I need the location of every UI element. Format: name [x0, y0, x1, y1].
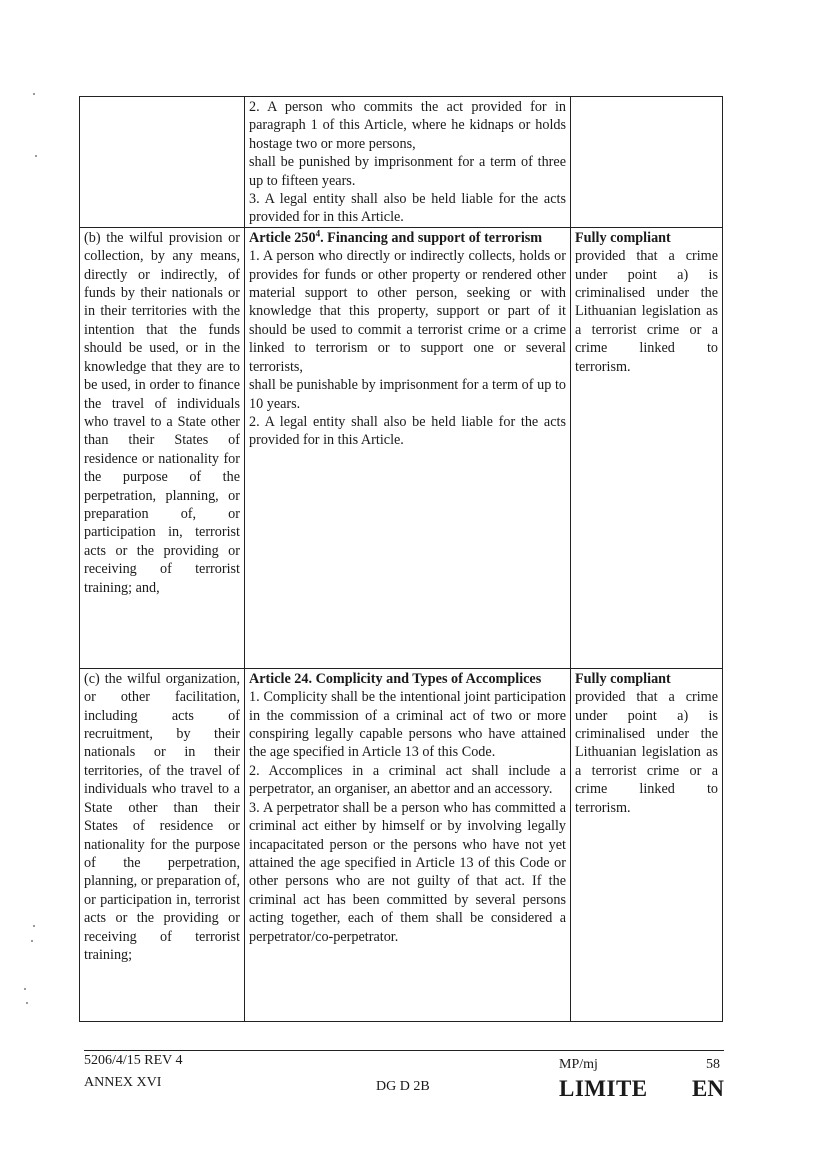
classification-marking: LIMITE [559, 1076, 648, 1101]
correlation-table [79, 96, 723, 1022]
row2-paragraph: 2. A legal entity shall also be held liable for the acts provided for in this Article. [249, 413, 566, 449]
row2-assessment-cell [571, 227, 723, 668]
document-reference: 5206/4/15 REV 4 [84, 1053, 183, 1068]
row3-assessment-cell [571, 668, 723, 1021]
table-row [80, 97, 723, 228]
language-code: EN [692, 1076, 724, 1101]
row1-provision-cell [80, 97, 245, 228]
scan-speck [33, 925, 35, 927]
row3-provision-cell: (c) the wilful organization, or other facilitation, including acts of recruitment, by their nationals or in their territories, of the travel of individuals who travel to a State other than their States of residence or nationality for the purpose of the perpetration, planning, or preparation of, or participation in, terrorist acts or the providing or receiving of terrorist training; [80, 668, 245, 1021]
row2-legislation-cell [245, 227, 571, 668]
compliance-note: provided that a crime under point a) is criminalised under the Lithuanian legislation as a terrorist crime or a crime linked to terrorism. [575, 689, 718, 816]
row1-paragraph: shall be punished by imprisonment for a term of three up to fifteen years. [249, 154, 566, 189]
compliance-status: Fully compliant [575, 670, 671, 687]
row1-paragraph: 2. A person who commits the act provided for in paragraph 1 of this Article, where he kidnaps or holds hostage two or more persons, [249, 99, 566, 152]
footer-rule [84, 1050, 724, 1051]
directorate-code: DG D 2B [376, 1079, 430, 1094]
article-24-title: Article 24. Complicity and Types of Accomplices [249, 670, 542, 687]
row1-assessment-cell [571, 97, 723, 228]
row2-provision-cell: (b) the wilful provision or collection, by any means, directly or indirectly, of funds by their nationals or in their territories with the intention that the funds should be used, or in the knowledge that they are to be used, in order to finance the travel of individuals who travel to a State other than their States of residence or nationality for the purpose of the perpetration, planning, or preparation of, or participation in, terrorist acts or the providing or receiving of terrorist training; and, [80, 227, 245, 668]
row3-paragraph: 1. Complicity shall be the intentional joint participation in the commission of a criminal act of two or more conspiring legally capable persons who have attained the age specified in Article 13 of this Code. [249, 689, 566, 761]
scan-speck [26, 1002, 28, 1004]
compliance-note: provided that a crime under point a) is criminalised under the Lithuanian legislation as a terrorist crime or a crime linked to terrorism. [575, 248, 718, 375]
scan-speck [35, 155, 37, 157]
scan-speck [33, 93, 35, 95]
table-row [80, 227, 723, 668]
row3-paragraph: 2. Accomplices in a criminal act shall include a perpetrator, an organiser, an abettor and an accessory. [249, 762, 566, 798]
annex-label: ANNEX XVI [84, 1075, 162, 1090]
scan-speck [24, 988, 26, 990]
row2-paragraph: shall be punishable by imprisonment for a term of up to 10 years. [249, 377, 566, 412]
scan-speck [31, 940, 33, 942]
author-initials: MP/mj [559, 1057, 598, 1072]
row1-paragraph: 3. A legal entity shall also be held liable for the acts provided for in this Article. [249, 191, 566, 226]
compliance-status: Fully compliant [575, 229, 671, 246]
row3-legislation-cell [245, 668, 571, 1021]
page-number: 58 [706, 1057, 720, 1072]
article-250-4-title: Article $250^4$. Financing and support of terrorism [249, 228, 543, 246]
table-row [80, 668, 723, 1021]
row2-paragraph: 1. A person who directly or indirectly collects, holds or provides for funds or other property or rendered other material support to other person, seeking or with knowledge that this property, support or part of it should be used to commit a terrorist crime or a crime linked to terrorism or to support one or several terrorists, [249, 248, 566, 375]
row3-paragraph: 3. A perpetrator shall be a person who has committed a criminal act either by himself or by involving legally incapacitated person or the persons who have not yet attained the age specified in Article 13 of this Code or other persons who are not guilty of that act. If the criminal act has been committed by several persons acting together, each of them shall be considered a perpetrator/co-perpetrator. [249, 799, 566, 945]
row1-legislation-cell [245, 97, 571, 228]
